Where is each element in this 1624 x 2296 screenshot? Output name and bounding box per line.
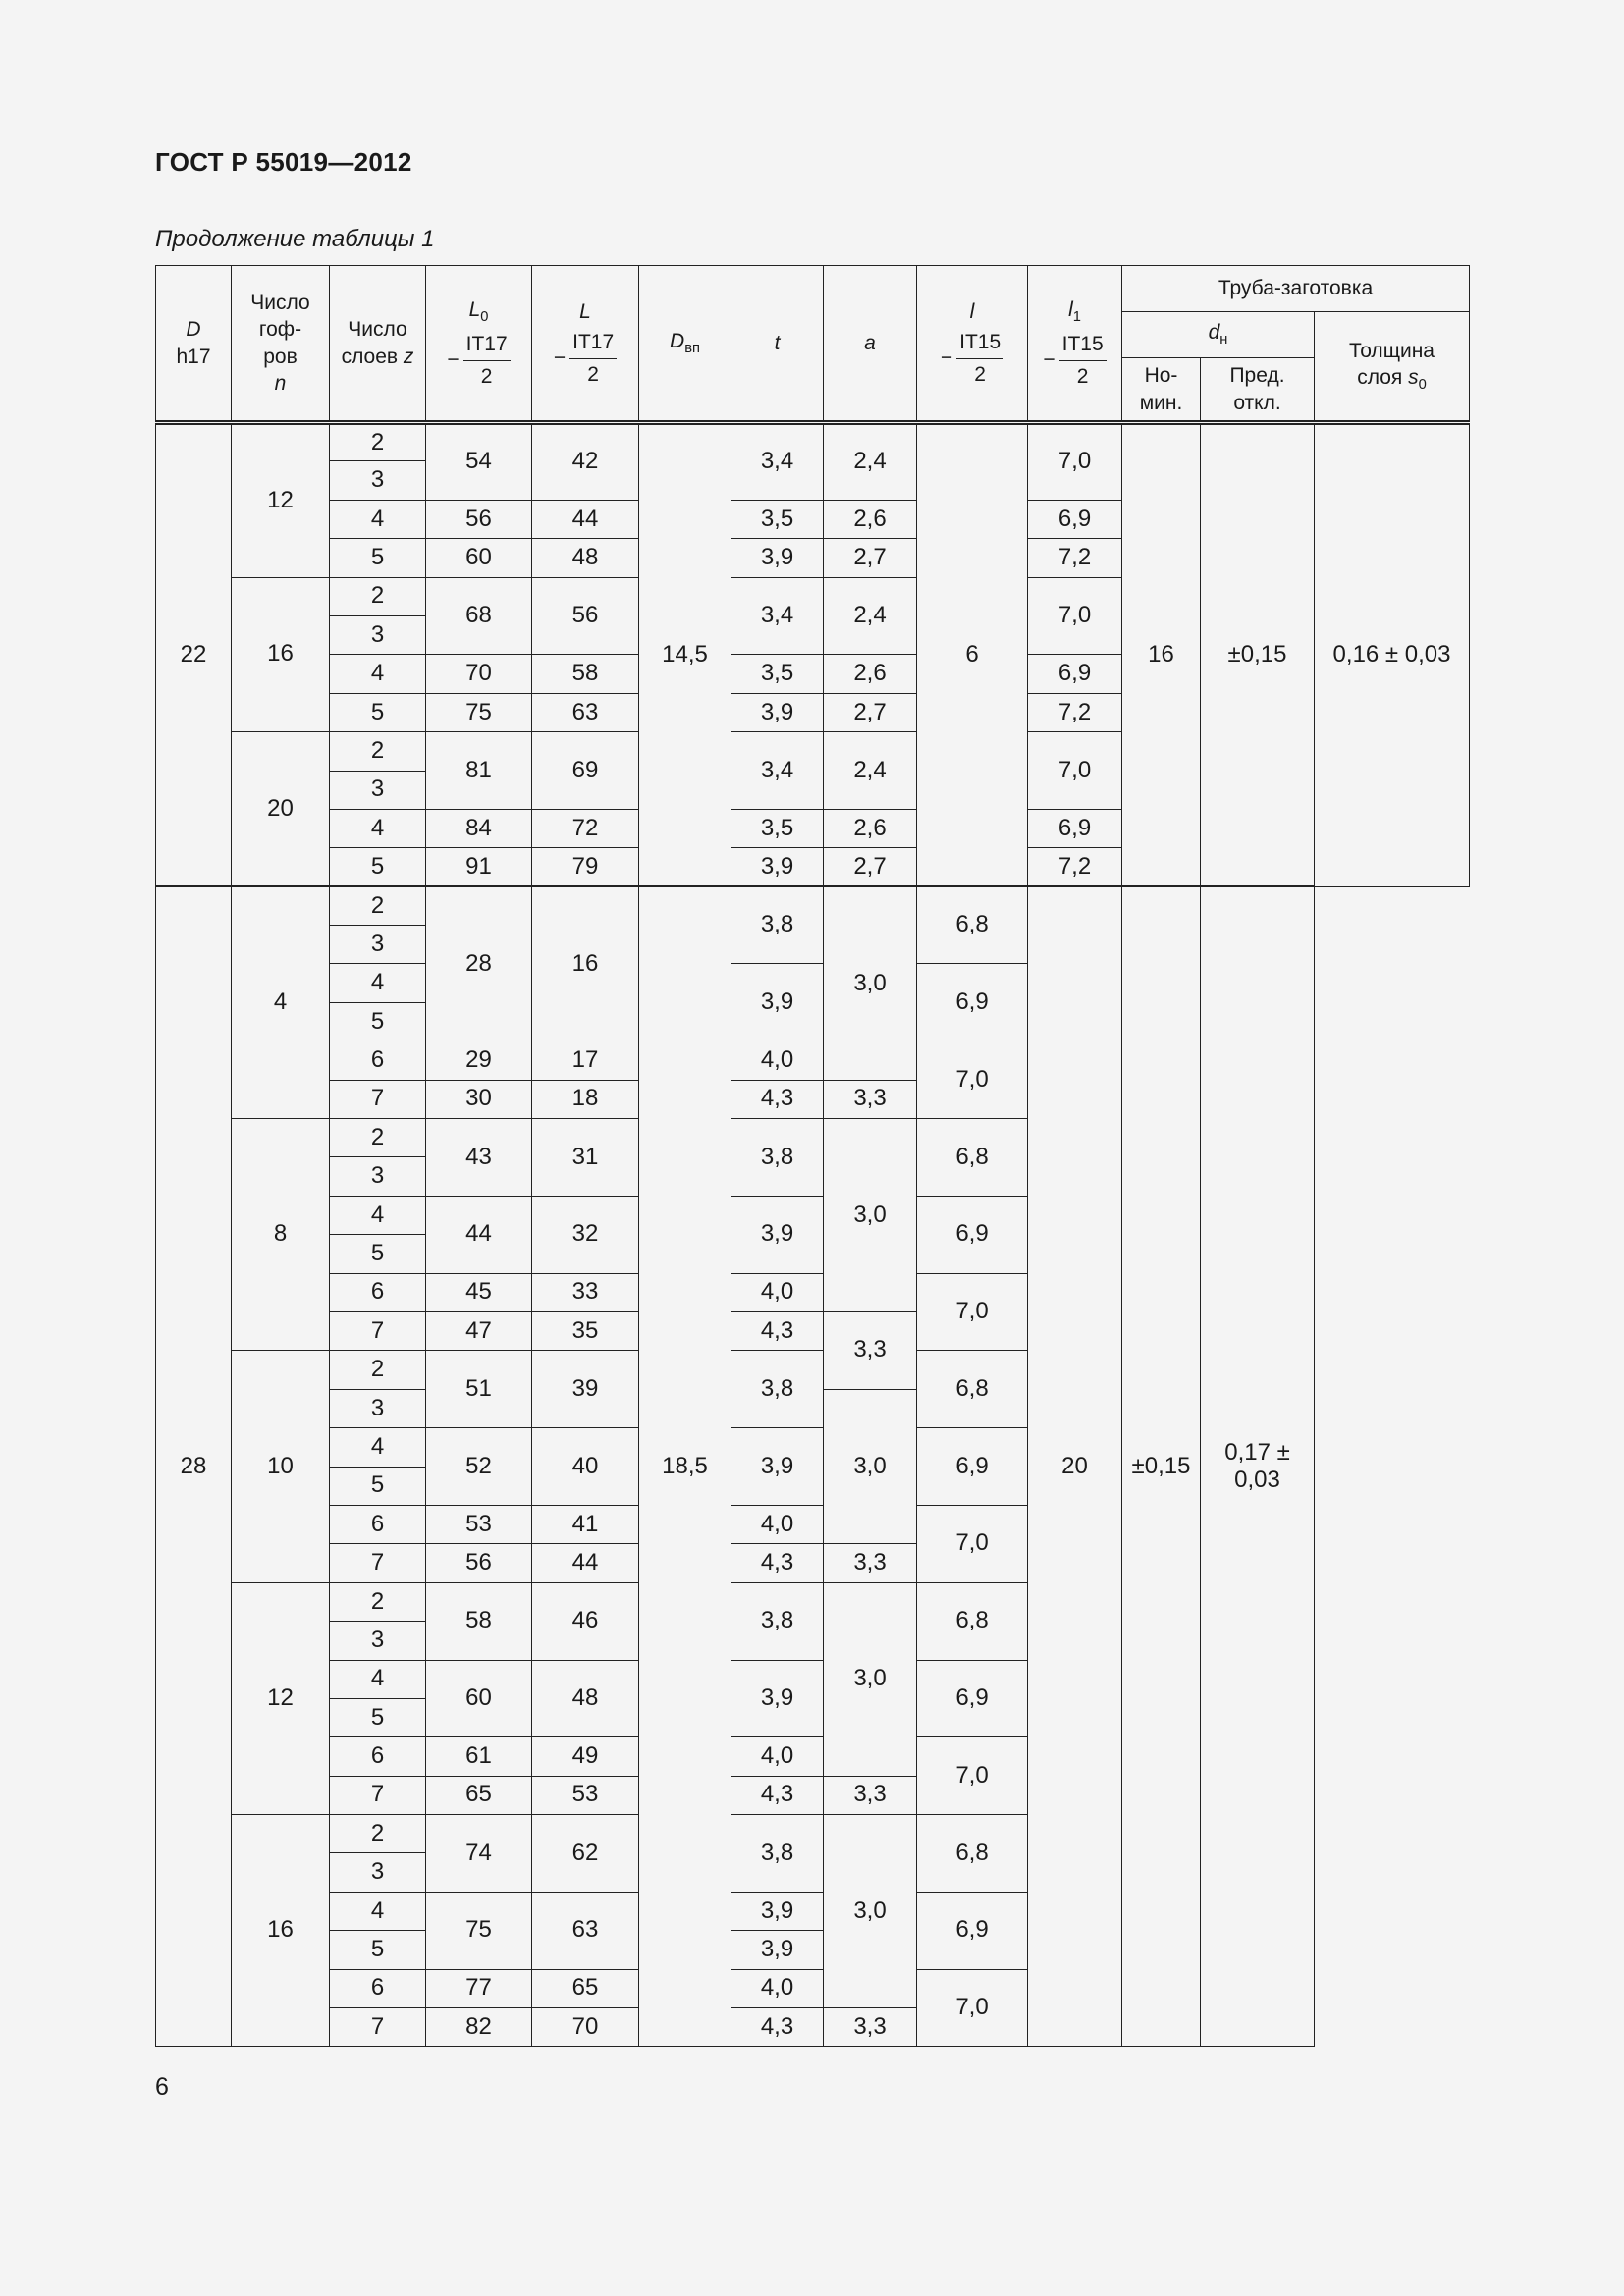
cell-L: 41 [532,1505,639,1543]
cell-a: 3,0 [824,1582,917,1776]
cell-l1: 6,9 [917,964,1028,1041]
cell-t: 3,5 [731,500,824,538]
cell-L0: 56 [426,1544,532,1582]
cell-l1: 7,0 [1028,732,1122,810]
cell-t: 3,8 [731,1815,824,1893]
table-header [156,266,1470,423]
cell-n: 8 [232,1119,330,1351]
cell-z: 2 [330,423,426,461]
cell-t: 4,3 [731,1080,824,1118]
table-caption: Продолжение таблицы 1 [155,226,435,252]
cell-a: 3,0 [824,1815,917,2008]
header-tube: Труба-заготовка [1122,266,1470,312]
header-L0: $L_0$ − $\frac{IT17}{2}$ [426,266,532,423]
cell-L0: 56 [426,500,532,538]
cell-t: 4,0 [731,1041,824,1080]
cell-z: 2 [330,886,426,925]
cell-a: 2,6 [824,809,917,847]
cell-l1: 6,8 [917,1119,1028,1197]
cell-n: 20 [232,732,330,887]
cell-z: 3 [330,1389,426,1427]
header-n: Число гоф- ров n [232,266,330,423]
cell-L0: 54 [426,423,532,501]
header-l1: $l_1$ − $\frac{IT15}{2}$ [1028,266,1122,423]
cell-z: 7 [330,1544,426,1582]
cell-a: 2,4 [824,577,917,655]
table-row [156,423,1470,461]
table-row [156,886,1470,925]
header-t: t [731,266,824,423]
cell-L: 70 [532,2008,639,2047]
cell-a: 2,7 [824,693,917,731]
cell-L: 16 [532,886,639,1041]
cell-l1: 6,9 [1028,500,1122,538]
cell-t: 3,5 [731,809,824,847]
cell-l1: 7,0 [917,1273,1028,1351]
cell-a: 3,3 [824,1544,917,1582]
cell-z: 5 [330,1698,426,1736]
cell-t: 3,9 [731,1428,824,1506]
cell-z: 3 [330,1157,426,1196]
cell-n: 4 [232,886,330,1118]
cell-L: 31 [532,1119,639,1197]
cell-L: 32 [532,1196,639,1273]
cell-z: 5 [330,539,426,577]
cell-z: 4 [330,1892,426,1930]
cell-l1: 7,0 [1028,423,1122,501]
cell-t: 4,3 [731,1776,824,1814]
cell-z: 5 [330,848,426,886]
cell-l1: 7,2 [1028,848,1122,886]
cell-L: 48 [532,539,639,577]
cell-Dvp: 18,5 [639,886,731,2047]
cell-L: 17 [532,1041,639,1080]
cell-Dvp: 14,5 [639,423,731,887]
cell-dn-nominal: 16 [1122,423,1201,887]
cell-t: 3,8 [731,886,824,964]
cell-t: 3,9 [731,848,824,886]
cell-t: 3,9 [731,1196,824,1273]
cell-L0: 58 [426,1582,532,1660]
cell-t: 3,9 [731,1892,824,1930]
header-dn: $d_н$ [1122,312,1315,358]
cell-L0: 60 [426,539,532,577]
group-d22 [156,423,1470,887]
cell-L0: 28 [426,886,532,1041]
cell-t: 4,3 [731,1311,824,1350]
cell-l1: 7,2 [1028,539,1122,577]
cell-n: 10 [232,1351,330,1582]
cell-t: 3,9 [731,1660,824,1737]
cell-L: 33 [532,1273,639,1311]
cell-z: 7 [330,1776,426,1814]
cell-a: 3,3 [824,1311,917,1389]
cell-z: 4 [330,500,426,538]
cell-L0: 82 [426,2008,532,2047]
cell-z: 7 [330,1311,426,1350]
cell-t: 3,9 [731,693,824,731]
cell-L: 46 [532,1582,639,1660]
cell-l1: 7,0 [917,1737,1028,1815]
cell-L0: 91 [426,848,532,886]
cell-z: 5 [330,1931,426,1969]
cell-t: 3,4 [731,423,824,501]
cell-z: 6 [330,1273,426,1311]
cell-t: 3,9 [731,539,824,577]
cell-D: 22 [156,423,232,887]
cell-t: 4,0 [731,1505,824,1543]
cell-t: 3,8 [731,1119,824,1197]
cell-L0: 81 [426,732,532,810]
cell-t: 3,9 [731,964,824,1041]
cell-a: 2,7 [824,539,917,577]
cell-z: 2 [330,577,426,615]
cell-l1: 6,9 [917,1196,1028,1273]
cell-l1: 7,2 [1028,693,1122,731]
cell-z: 5 [330,1235,426,1273]
cell-L0: 75 [426,1892,532,1969]
header-nominal: Но- мин. [1122,358,1201,423]
header-l: l − $\frac{IT15}{2}$ [917,266,1028,423]
cell-a: 3,0 [824,1119,917,1312]
cell-L0: 61 [426,1737,532,1776]
cell-z: 2 [330,1119,426,1157]
cell-t: 4,3 [731,2008,824,2047]
cell-z: 2 [330,732,426,771]
cell-a: 3,0 [824,886,917,1080]
cell-z: 3 [330,1622,426,1660]
cell-z: 7 [330,1080,426,1118]
cell-z: 4 [330,964,426,1002]
header-D: D h17 [156,266,232,423]
cell-L: 49 [532,1737,639,1776]
header-thickness: Толщина слоя $s_0$ [1315,312,1470,423]
cell-n: 16 [232,1815,330,2047]
cell-L: 53 [532,1776,639,1814]
cell-L0: 70 [426,655,532,693]
cell-z: 6 [330,1041,426,1080]
cell-a: 3,0 [824,1389,917,1544]
cell-L0: 53 [426,1505,532,1543]
cell-l1: 7,0 [917,1505,1028,1582]
cell-L0: 68 [426,577,532,655]
cell-l1: 6,8 [917,1582,1028,1660]
cell-t: 4,0 [731,1969,824,2007]
cell-t: 3,5 [731,655,824,693]
cell-z: 3 [330,461,426,500]
cell-t: 4,0 [731,1737,824,1776]
cell-thickness: 0,17 ± 0,03 [1201,886,1315,2047]
cell-t: 4,3 [731,1544,824,1582]
cell-L: 40 [532,1428,639,1506]
cell-L0: 84 [426,809,532,847]
cell-dn-deviation: ±0,15 [1201,423,1315,887]
cell-n: 12 [232,423,330,578]
cell-l1: 7,0 [1028,577,1122,655]
cell-l1: 6,8 [917,1815,1028,1893]
cell-a: 2,4 [824,423,917,501]
header-Dvp: $D_{вп}$ [639,266,731,423]
cell-l1: 6,9 [917,1660,1028,1737]
cell-z: 4 [330,1428,426,1467]
cell-l1: 6,9 [917,1892,1028,1969]
cell-t: 4,0 [731,1273,824,1311]
cell-l1: 7,0 [917,1041,1028,1119]
cell-a: 2,4 [824,732,917,810]
header-deviation: Пред. откл. [1201,358,1315,423]
cell-z: 5 [330,1467,426,1505]
cell-a: 2,6 [824,655,917,693]
cell-L0: 43 [426,1119,532,1197]
cell-z: 3 [330,1853,426,1892]
cell-L: 63 [532,693,639,731]
cell-L0: 44 [426,1196,532,1273]
cell-L: 79 [532,848,639,886]
cell-t: 3,4 [731,577,824,655]
cell-z: 7 [330,2008,426,2047]
parameters-table [155,265,1470,2047]
cell-L0: 74 [426,1815,532,1893]
cell-L0: 47 [426,1311,532,1350]
cell-L: 48 [532,1660,639,1737]
document-title: ГОСТ Р 55019—2012 [155,147,412,177]
cell-z: 5 [330,693,426,731]
cell-L0: 77 [426,1969,532,2007]
header-z: Число слоев z [330,266,426,423]
cell-a: 2,7 [824,848,917,886]
cell-L: 39 [532,1351,639,1428]
cell-L: 62 [532,1815,639,1893]
cell-L: 65 [532,1969,639,2007]
cell-z: 4 [330,655,426,693]
cell-z: 2 [330,1815,426,1853]
cell-l1: 6,8 [917,1351,1028,1428]
cell-L: 42 [532,423,639,501]
cell-a: 3,3 [824,1080,917,1118]
cell-thickness: 0,16 ± 0,03 [1315,423,1470,887]
cell-z: 3 [330,615,426,654]
cell-L: 44 [532,1544,639,1582]
cell-n: 12 [232,1582,330,1814]
cell-t: 3,9 [731,1931,824,1969]
cell-L: 18 [532,1080,639,1118]
cell-L0: 52 [426,1428,532,1506]
cell-a: 3,3 [824,2008,917,2047]
cell-dn-deviation: ±0,15 [1122,886,1201,2047]
cell-L0: 65 [426,1776,532,1814]
cell-L: 69 [532,732,639,810]
cell-L: 63 [532,1892,639,1969]
cell-l: 6 [917,423,1028,887]
cell-t: 3,8 [731,1582,824,1660]
cell-D: 28 [156,886,232,2047]
cell-z: 4 [330,1196,426,1234]
cell-z: 3 [330,926,426,964]
cell-z: 2 [330,1351,426,1389]
cell-L: 58 [532,655,639,693]
cell-l1: 6,8 [917,886,1028,964]
cell-l1: 6,9 [1028,655,1122,693]
cell-z: 6 [330,1737,426,1776]
cell-dn-nominal: 20 [1028,886,1122,2047]
cell-z: 6 [330,1969,426,2007]
cell-L0: 75 [426,693,532,731]
cell-l1: 6,9 [1028,809,1122,847]
header-a: a [824,266,917,423]
cell-z: 2 [330,1582,426,1621]
cell-L0: 45 [426,1273,532,1311]
cell-L: 35 [532,1311,639,1350]
cell-n: 16 [232,577,330,732]
cell-L: 56 [532,577,639,655]
cell-z: 3 [330,771,426,809]
cell-L0: 51 [426,1351,532,1428]
cell-a: 3,3 [824,1776,917,1814]
cell-L0: 60 [426,1660,532,1737]
cell-z: 4 [330,1660,426,1698]
cell-t: 3,4 [731,732,824,810]
header-L: L − $\frac{IT17}{2}$ [532,266,639,423]
cell-l1: 6,9 [917,1428,1028,1506]
page-number: 6 [155,2073,169,2101]
cell-z: 6 [330,1505,426,1543]
cell-l1: 7,0 [917,1969,1028,2047]
cell-a: 2,6 [824,500,917,538]
cell-L0: 29 [426,1041,532,1080]
cell-L: 44 [532,500,639,538]
cell-L0: 30 [426,1080,532,1118]
group-d28 [156,886,1470,2047]
cell-z: 4 [330,809,426,847]
cell-z: 5 [330,1002,426,1041]
cell-L: 72 [532,809,639,847]
cell-t: 3,8 [731,1351,824,1428]
